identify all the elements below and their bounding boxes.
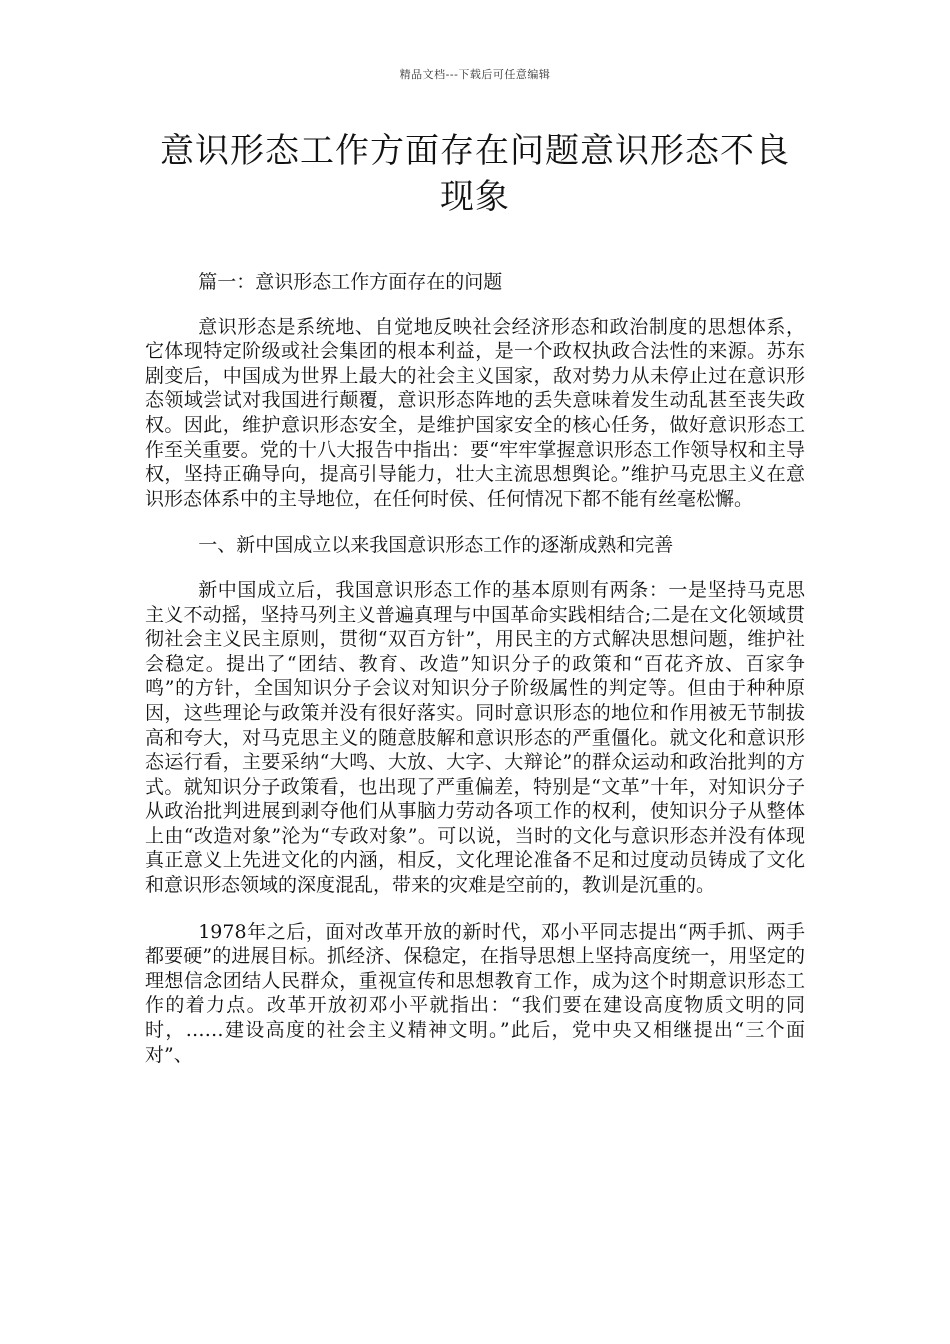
header-note: 精品文档---下载后可任意编辑 bbox=[399, 68, 551, 81]
section-heading-part-one: 篇一：意识形态工作方面存在的问题 bbox=[198, 271, 503, 293]
document-body bbox=[145, 270, 805, 1089]
paragraph-reform: 1978年之后，面对改革开放的新时代，邓小平同志提出“两手抓、两手都要硬”的进展目标。抓经济、保稳定，在指导思想上坚持高度统一，用坚定的理想信念团结人民群众，重视宣传和思想教育工作，成为这个时期意识形态工作的着力点。改革开放初邓小平就指出：“我们要在建设高度物质文明的同时，……建设高度的社会主义精神文明。”此后，党中央又相继提出“三个面对”、 bbox=[145, 920, 805, 1066]
section-heading-one: 一、新中国成立以来我国意识形态工作的逐渐成熟和完善 bbox=[198, 534, 674, 557]
paragraph-intro: 意识形态是系统地、自觉地反映社会经济形态和政治制度的思想体系，它体现特定阶级或社会集团的根本利益，是一个政权执政合法性的来源。苏东剧变后，中国成为世界上最大的社会主义国家，敌对势力从未停止过在意识形态领域尝试对我国进行颠覆，意识形态阵地的丢失意味着发生动乱甚至丧失政权。因此，维护意识形态安全，是维护国家安全的核心任务，做好意识形态工作至关重要。党的十八大报告中指出：要“牢牢掌握意识形态工作领导权和主导权，坚持正确导向，提高引导能力，壮大主流思想舆论。”维护马克思主义在意识形态体系中的主导地位，在任何时侯、任何情况下都不能有丝毫松懈。 bbox=[145, 315, 805, 510]
document-title: 意识形态工作方面存在问题意识形态不良现象 bbox=[160, 131, 790, 217]
paragraph-history: 新中国成立后，我国意识形态工作的基本原则有两条：一是坚持马克思主义不动摇，坚持马列主义普遍真理与中国革命实践相结合;二是在文化领域贯彻社会主义民主原则，贯彻“双百方针”，用民主的方式解决思想问题，维护社会稳定。提出了“团结、教育、改造”知识分子的政策和“百花齐放、百家争鸣”的方针，全国知识分子会议对知识分子阶级属性的判定等。但由于种种原因，这些理论与政策并没有很好落实。同时意识形态的地位和作用被无节制拔高和夸大，对马克思主义的随意肢解和意识形态的严重僵化。就文化和意识形态运行看，主要采纳“大鸣、大放、大字、大辩论”的群众运动和政治批判的方式。就知识分子政策看，也出现了严重偏差，特别是“文革”十年，对知识分子从政治批判进展到剥夺他们从事脑力劳动各项工作的权利，使知识分子从整体上由“改造对象”沦为“专政对象”。可以说，当时的文化与意识形态并没有体现真正意义上先进文化的内涵，相反，文化理论准备不足和过度动员铸成了文化和意识形态领域的深度混乱，带来的灾难是空前的，教训是沉重的。 bbox=[145, 578, 805, 897]
